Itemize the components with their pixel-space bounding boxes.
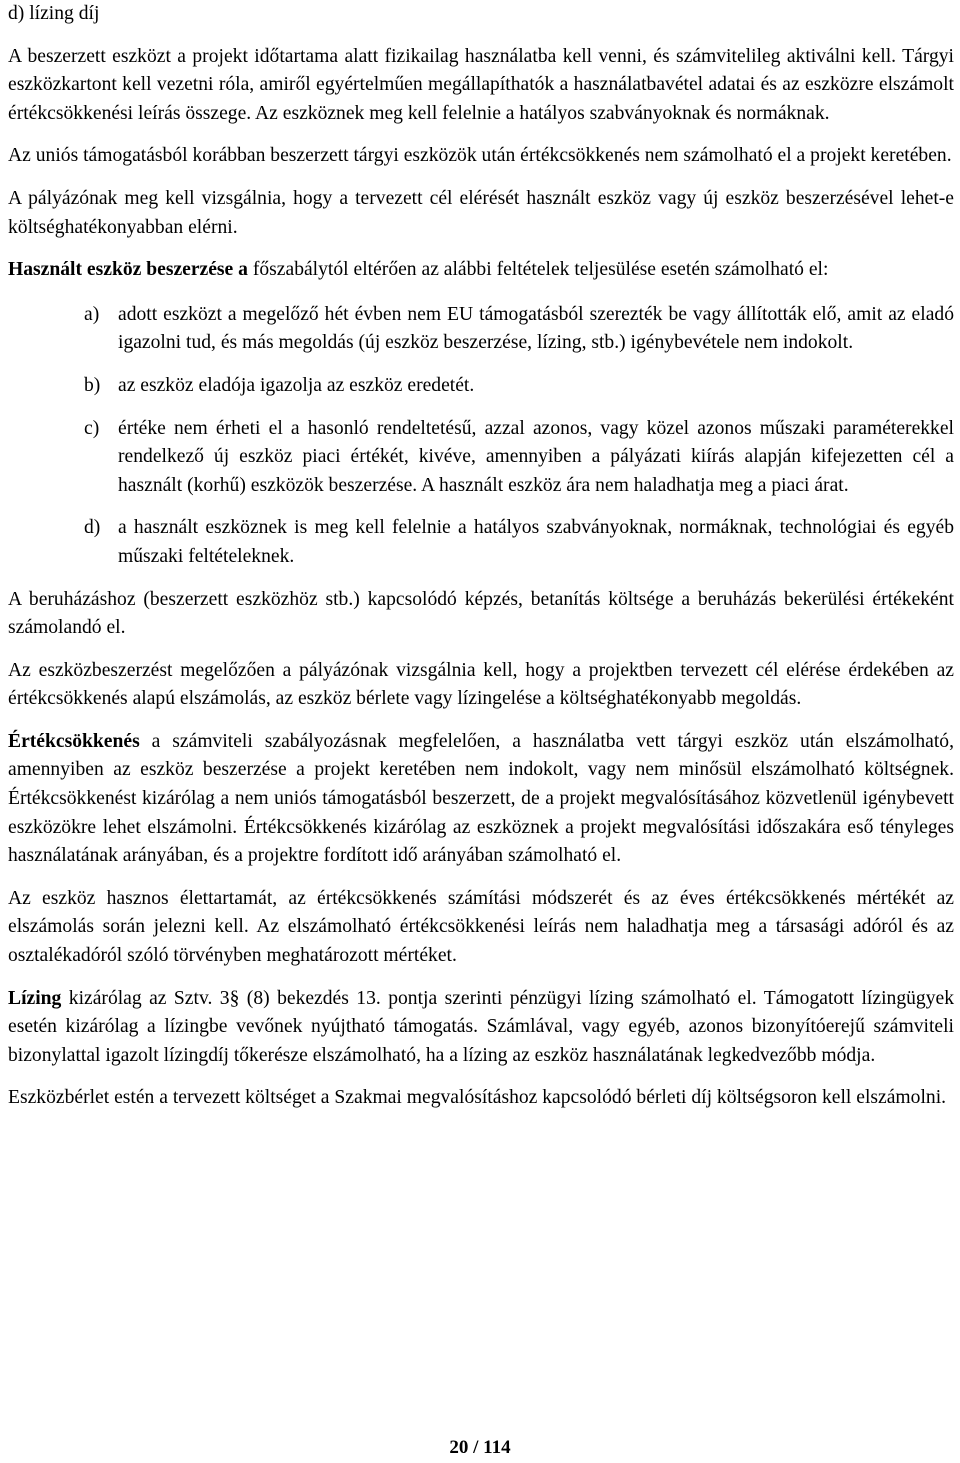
depreciation-text: a számviteli szabályozásnak megfelelően, a használatba vett tárgyi eszköz után elszámolható, amennyiben az eszköz beszerzése a projekt keretében nem indokolt, vagy nem minősül elszámolható költségnek. Értékcsökkenést kizárólag a nem uniós támogatásból beszerzett, de a projekt megvalósításához közvetlenül igénybevett eszközökre lehet elszámolni. Értékcsökkenés kizárólag az eszköznek a projekt megvalósítási időszakára eső tényleges használatának arányában, és a projektre fordított idő arányában számolható el. (8, 730, 954, 867)
paragraph-eu-depreciation: Az uniós támogatásból korábban beszerzett tárgyi eszközök után értékcsökkenés nem számolható el a projekt keretében. (8, 145, 952, 167)
list-marker: a) (84, 303, 100, 325)
section-heading: d) lízing díj (8, 3, 100, 24)
list-item-text: az eszköz eladója igazolja az eszköz eredetét. (118, 374, 475, 396)
paragraph-used-asset (8, 256, 954, 285)
document-page (8, 0, 954, 1113)
list-item (84, 372, 954, 401)
list-marker: d) (84, 517, 101, 539)
list-item (84, 514, 954, 571)
list-marker: c) (84, 417, 100, 439)
list-item (84, 415, 954, 501)
leasing-term: Lízing (8, 987, 62, 1009)
paragraph-useful-life: Az eszköz hasznos élettartamát, az értékcsökkenés számítási módszerét és az éves értékcsökkenés mértékét az elszámolás során jelezni kell. Az elszámolható értékcsökkenési leírás nem haladhatja meg a társasági adóról és az osztalékadóról szóló törvényben meghatározott mértéket. (8, 887, 954, 967)
used-asset-text: főszabálytól eltérően az alábbi feltételek teljesülése esetén számolható el: (247, 259, 829, 281)
paragraph-pre-purchase-check: Az eszközbeszerzést megelőzően a pályázónak vizsgálnia kell, hogy a projektben tervezett cél elérése érdekében az értékcsökkenés alapú elszámolás, az eszköz bérlete vagy lízingelése a költséghatékonyabb megoldás. (8, 659, 954, 710)
list-marker: b) (84, 374, 101, 396)
leasing-text: kizárólag az Sztv. 3§ (8) bekezdés 13. pontja szerinti pénzügyi lízing számolható el. Támogatott lízingügyek esetén kizárólag a lízingbe vevőnek nyújtható támogatás. Számlával, vagy egyéb, azonos bizonyítóerejű számviteli bizonylattal igazolt lízingdíj tőkerésze elszámolható, ha a lízing az eszköz használatának legkedvezőbb módja. (8, 987, 954, 1066)
list-item (84, 301, 954, 358)
paragraph-depreciation (8, 728, 954, 871)
paragraph-training-cost: A beruházáshoz (beszerzett eszközhöz stb.) kapcsolódó képzés, betanítás költsége a beruházás bekerülési értékeként számolandó el. (8, 588, 954, 639)
paragraph-cost-efficiency: A pályázónak meg kell vizsgálnia, hogy a tervezett cél elérését használt eszköz vagy új eszköz beszerzésével lehet-e költséghatékonyabban elérni. (8, 187, 954, 238)
paragraph-rental: Eszközbérlet estén a tervezett költséget a Szakmai megvalósításhoz kapcsolódó bérleti díj költségsoron kell elszámolni. (8, 1087, 947, 1109)
conditions-list (8, 301, 954, 572)
page-number: 20 / 114 (449, 1437, 511, 1458)
paragraph-leasing (8, 985, 954, 1071)
used-asset-term: Használt eszköz beszerzése a (8, 259, 248, 281)
depreciation-term: Értékcsökkenés (8, 730, 140, 752)
paragraph-activation: A beszerzett eszközt a projekt időtartama alatt fizikailag használatba kell venni, és számvitelileg aktiválni kell. Tárgyi eszközkartont kell vezetni róla, amiről egyértelműen megállapíthatók a használatbavétel adatai és az eszközre elszámolt értékcsökkenési leírás összege. Az eszköznek meg kell felelnie a hatályos szabványoknak és normáknak. (8, 45, 954, 124)
list-item-text: adott eszközt a megelőző hét évben nem EU támogatásból szerezték be vagy állították elő, amit az eladó igazolni tud, és más megoldás (új eszköz beszerzése, lízing, stb.) igénybevétele nem indokolt. (118, 303, 954, 354)
list-item-text: értéke nem érheti el a hasonló rendeltetésű, azzal azonos, vagy közel azonos műszaki paraméterekkel rendelkező új eszköz piaci értékét, kivéve, amennyiben a pályázati kiírás alapján kifejezetten cél a használt (korhű) eszközök beszerzése. A használt eszköz ára nem haladhatja meg a piaci árat. (118, 417, 954, 496)
list-item-text: a használt eszköznek is meg kell felelnie a hatályos szabványoknak, normáknak, technológiai és egyéb műszaki feltételeknek. (118, 517, 954, 567)
